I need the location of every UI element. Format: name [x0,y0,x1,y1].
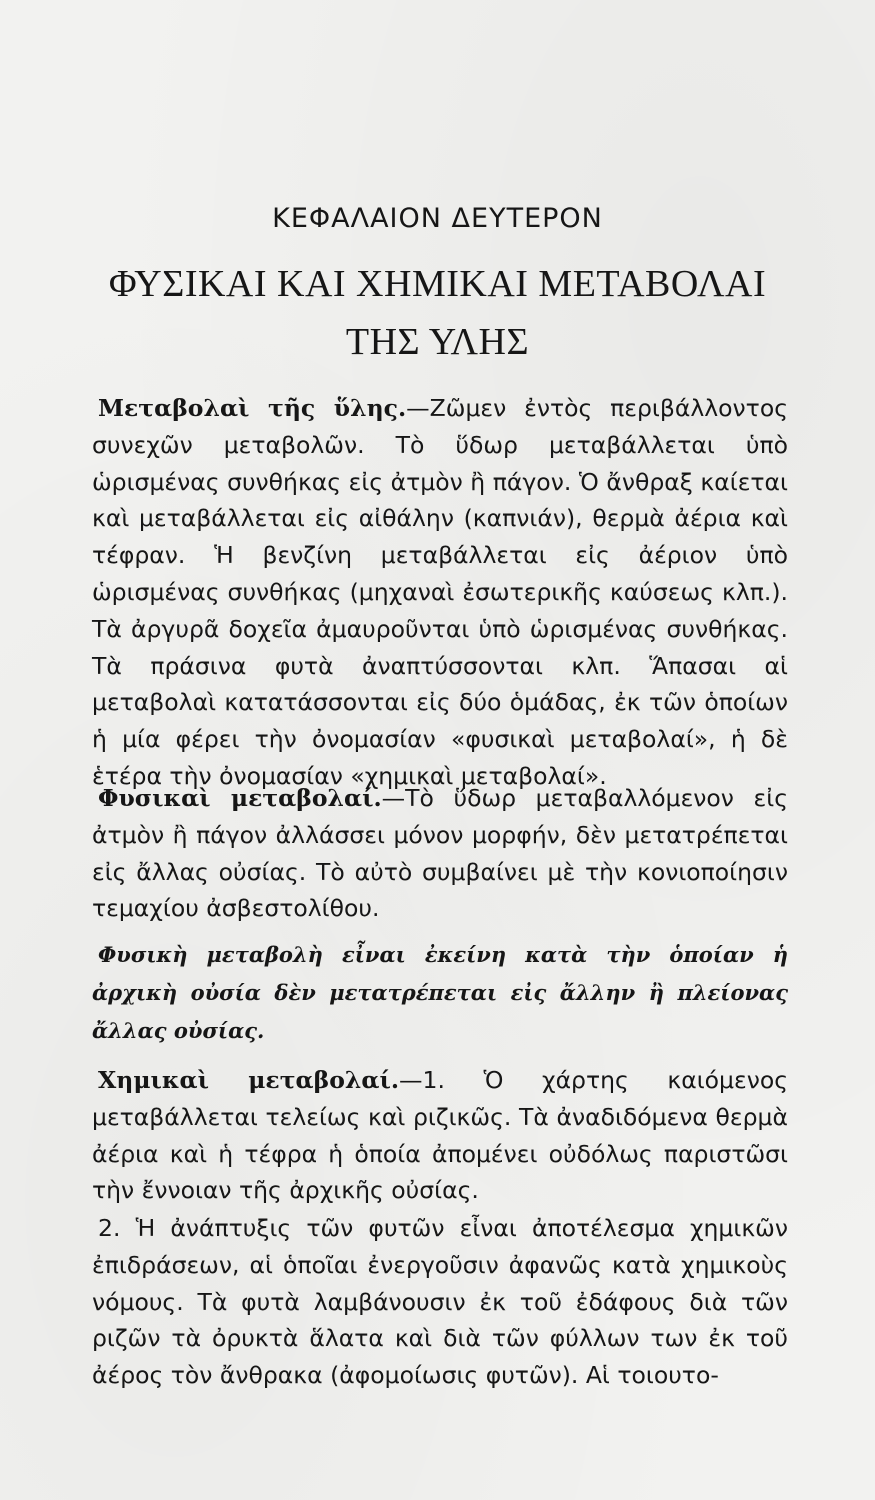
runin-heading-changes: Μεταβολαὶ τῆς ὕλης. [98,394,407,422]
paragraph-body: —1. Ὁ χάρτης καιόμενος μεταβάλλεται τελείως καὶ ριζικῶς. Τὰ ἀναδιδόμενα θερμὰ ἀέρια καὶ ἡ τέφρα ἡ ὁποία ἀπομένει οὐδόλως παριστῶσι τὴν ἔννοιαν τῆς ἀρχικῆς οὐσίας. [92,1066,788,1205]
chapter-heading: ΚΕΦΑΛΑΙΟΝ ΔΕΥΤΕΡΟΝ [272,203,603,234]
definition-physical-change [92,936,788,1050]
paragraph-chemical-changes [92,1062,788,1209]
runin-heading-chemical: Χημικαὶ μεταβολαί. [98,1066,400,1094]
definition-text: Φυσικὴ μεταβολὴ εἶναι ἐκείνη κατὰ τὴν ὁποίαν ἡ ἀρχικὴ οὐσία δὲν μετατρέπεται εἰς ἄλλην ἢ πλείονας ἄλλας οὐσίας. [92,942,788,1043]
paragraph-body: —Τὸ ὕδωρ μεταβαλλόμενον εἰς ἀτμὸν ἢ πάγον ἀλλάσσει μόνον μορφήν, δὲν μετατρέπεται εἰς ἄλλας οὐσίας. Τὸ αὐτὸ συμβαίνει μὲ τὴν κονιοποίησιν τεμαχίου ἀσβεστολίθου. [92,784,788,923]
chapter-title-line1: ΦΥΣΙΚΑΙ ΚΑΙ ΧΗΜΙΚΑΙ ΜΕΤΑΒΟΛΑΙ [108,263,767,305]
paragraph-plant-growth [92,1210,788,1394]
chapter-title-line2: ΤΗΣ ΥΛΗΣ [345,321,530,363]
runin-heading-physical: Φυσικαὶ μεταβολαί. [98,784,382,812]
paragraph-body: —Ζῶμεν ἐντὸς περιβάλλοντος συνεχῶν μεταβολῶν. Τὸ ὕδωρ μεταβάλλεται ὑπὸ ὡρισμένας συνθήκας εἰς ἀτμὸν ἢ πάγον. Ὁ ἄνθραξ καίεται καὶ μεταβάλλεται εἰς αἰθάλην (καπνιάν), θερμὰ ἀέρια καὶ τέφραν. Ἡ βενζίνη μεταβάλλεται εἰς ἀέριον ὑπὸ ὡρισμένας συνθήκας (μηχαναὶ ἐσωτερικῆς καύσεως κλπ.). Τὰ ἀργυρᾶ δοχεῖα ἀμαυροῦνται ὑπὸ ὡρισμένας συνθήκας. Τὰ πράσινα φυτὰ ἀναπτύσσονται κλπ. Ἅπασαι αἱ μεταβολαὶ κατατάσσονται εἰς δύο ὁμάδας, ἐκ τῶν ὁποίων ἡ μία φέρει τὴν ὀνομασίαν «φυσικαὶ μεταβολαί», ἡ δὲ ἑτέρα τὴν ὀνομασίαν «χημικαὶ μεταβολαί». [92,394,788,790]
paragraph-body: 2. Ἡ ἀνάπτυξις τῶν φυτῶν εἶναι ἀποτέλεσμα χημικῶν ἐπιδράσεων, αἱ ὁποῖαι ἐνεργοῦσιν ἀφανῶς κατὰ χημικοὺς νόμους. Τὰ φυτὰ λαμβάνουσιν ἐκ τοῦ ἐδάφους διὰ τῶν ριζῶν τὰ ὀρυκτὰ ἅλατα καὶ διὰ τῶν φύλλων των ἐκ τοῦ ἀέρος τὸν ἄνθρακα (ἀφομοίωσις φυτῶν). Αἱ τοιουτο- [92,1214,788,1390]
paragraph-changes-of-matter [92,390,788,795]
paragraph-physical-changes [92,780,788,927]
